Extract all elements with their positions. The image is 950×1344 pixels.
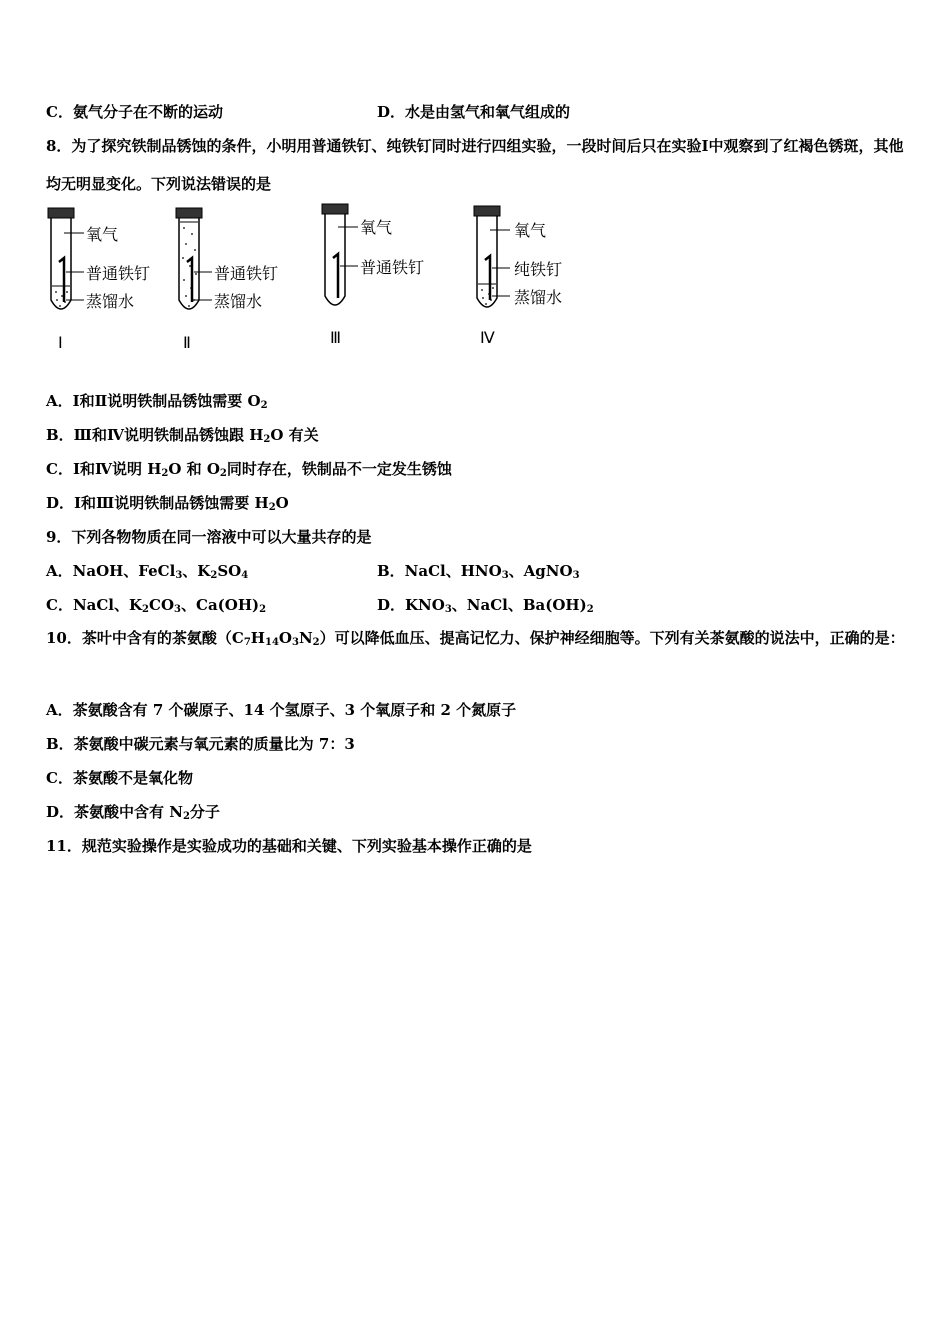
tube-4-label-pure-nail: 纯铁钉	[514, 260, 563, 279]
q8-stem: 8．为了探究铁制品锈蚀的条件，小明用普通铁钉、纯铁钉同时进行四组实验，一段时间后只在实验Ⅰ中观察到了红褐色锈斑，其他均无明显变化。下列说法错误的是	[46, 137, 904, 193]
q9-option-a: A．NaOH、FeCl$_3$、$K_2SO_4$	[46, 562, 249, 581]
q8-option-d: D．Ⅰ和Ⅲ说明铁制品锈蚀需要 $H_2O$	[46, 494, 289, 513]
tube-1-label-oxygen: 氧气	[86, 225, 119, 244]
q10-option-c: C．茶氨酸不是氧化物	[46, 769, 193, 787]
tube-3-label-oxygen: 氧气	[360, 218, 393, 237]
q11-stem: 11．规范实验操作是实验成功的基础和关键、下列实验基本操作正确的是	[46, 837, 532, 855]
test-tube-1	[48, 208, 150, 352]
q8-option-a: A．Ⅰ和Ⅱ说明铁制品锈蚀需要 $O_2$	[46, 392, 268, 411]
q9-option-d: D．$KNO_3$、NaCl、$Ba(OH)_2$	[377, 596, 594, 615]
tube-2-label-water: 蒸馏水	[214, 292, 263, 311]
tube-4-label-oxygen: 氧气	[514, 221, 547, 240]
q9-stem: 9．下列各物物质在同一溶液中可以大量共存的是	[46, 528, 372, 546]
tube-4-roman: Ⅳ	[480, 328, 495, 347]
tube-3-roman: Ⅲ	[330, 328, 342, 347]
q9-option-c: C．NaCl、$K_2CO_3$、$Ca(OH)_2$	[46, 596, 267, 615]
tube-2-roman: Ⅱ	[183, 333, 191, 352]
tube-2-label-nail: 普通铁钉	[214, 264, 279, 283]
test-tube-2	[176, 208, 278, 352]
q9-option-b: B．NaCl、$HNO_3$、AgNO$_3$	[377, 562, 580, 581]
test-tube-4	[474, 206, 562, 347]
q8-experiment-figure	[40, 200, 600, 360]
q10-stem: 10．茶叶中含有的茶氨酸$(C_7H_{14}O_3N_2)$可以降低血压、提高记忆力、保护神经细胞等。下列有关茶氨酸的说法中，正确的是：	[46, 629, 905, 648]
tube-3-label-nail: 普通铁钉	[360, 258, 425, 277]
q8-option-b: B．Ⅲ和Ⅳ说明铁制品锈蚀跟 $H_2O$ 有关	[46, 426, 319, 445]
tube-1-roman: Ⅰ	[58, 333, 63, 352]
tube-1-label-nail: 普通铁钉	[86, 264, 151, 283]
q10-option-b: B．茶氨酸中碳元素与氧元素的质量比为 7：3	[46, 735, 355, 753]
test-tube-3	[322, 204, 424, 347]
tube-1-label-water: 蒸馏水	[86, 292, 135, 311]
q7-option-c: C．氨气分子在不断的运动	[46, 103, 223, 121]
q8-option-c: C．Ⅰ和Ⅳ说明 $H_2O$ 和 $O_2$同时存在，铁制品不一定发生锈蚀	[46, 460, 452, 479]
tube-4-label-water: 蒸馏水	[514, 288, 563, 307]
q10-option-a: A．茶氨酸含有 7 个碳原子、14 个氢原子、3 个氧原子和 2 个氮原子	[46, 701, 517, 719]
q7-option-d: D．水是由氢气和氧气组成的	[377, 103, 571, 121]
q10-option-d: D．茶氨酸中含有 $N_2$分子	[46, 803, 220, 822]
